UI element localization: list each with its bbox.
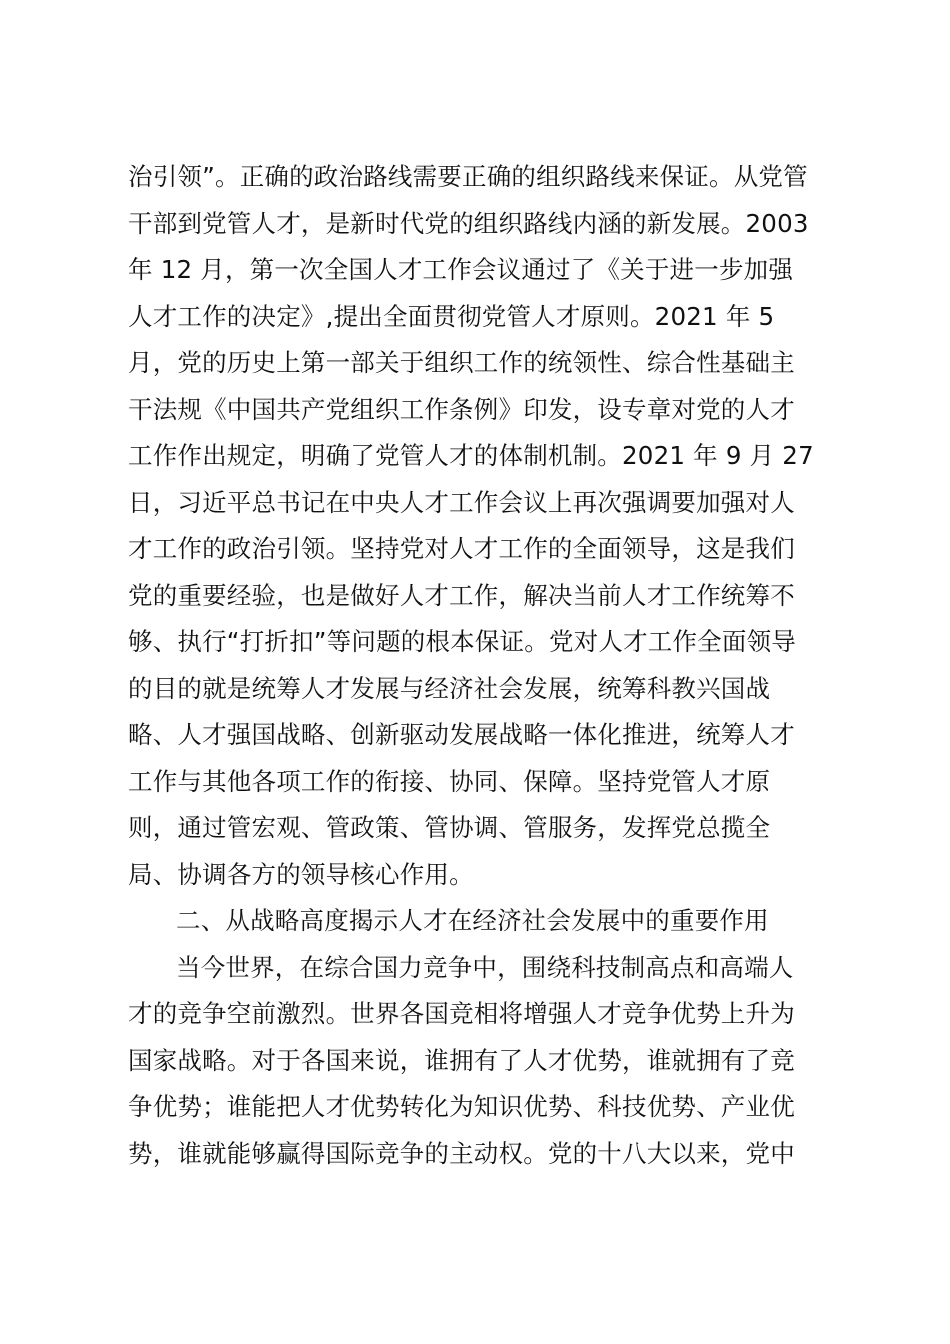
section-heading: 二、从战略高度揭示人才在经济社会发展中的重要作用 — [176, 906, 769, 935]
text-line: 年 12 月，第一次全国人才工作会议通过了《关于进一步加强 — [128, 255, 794, 284]
text-line: 当今世界，在综合国力竞争中，围绕科技制高点和高端人 — [176, 952, 794, 982]
text-line: 势，谁就能够赢得国际竞争的主动权。党的十八大以来，党中 — [128, 1138, 795, 1168]
text-line: 干法规《中国共产党组织工作条例》印发，设专章对党的人才 — [128, 394, 795, 424]
text-line: 日，习近平总书记在中央人才工作会议上再次强调要加强对人 — [128, 487, 795, 517]
text-line: 局、协调各方的领导核心作用。 — [128, 859, 474, 889]
text-line: 国家战略。对于各国来说，谁拥有了人才优势，谁就拥有了竞 — [128, 1045, 795, 1075]
text-line: 干部到党管人才，是新时代党的组织路线内涵的新发展。2003 — [128, 208, 809, 238]
text-line: 则，通过管宏观、管政策、管协调、管服务，发挥党总揽全 — [128, 813, 771, 842]
text-line: 工作与其他各项工作的衔接、协同、保障。坚持党管人才原 — [128, 766, 771, 796]
text-line: 治引领”。正确的政治路线需要正确的组织路线来保证。从党管 — [128, 162, 808, 191]
text-line: 才的竞争空前激烈。世界各国竞相将增强人才竞争优势上升为 — [128, 999, 795, 1028]
body-text — [128, 154, 848, 1177]
text-line: 党的重要经验，也是做好人才工作，解决当前人才工作统筹不 — [128, 580, 795, 610]
text-line: 人才工作的决定》,提出全面贯彻党管人才原则。2021 年 5 — [128, 301, 775, 331]
text-line: 工作作出规定，明确了党管人才的体制机制。2021 年 9 月 27 — [128, 441, 814, 470]
text-line: 略、人才强国战略、创新驱动发展战略一体化推进，统筹人才 — [128, 720, 795, 749]
text-line: 的目的就是统筹人才发展与经济社会发展，统筹科教兴国战 — [128, 673, 771, 703]
text-line: 争优势；谁能把人才优势转化为知识优势、科技优势、产业优 — [128, 1092, 795, 1121]
text-line: 才工作的政治引领。坚持党对人才工作的全面领导，这是我们 — [128, 534, 795, 563]
text-line: 够、执行“打折扣”等问题的根本保证。党对人才工作全面领导 — [128, 627, 796, 656]
text-line: 月，党的历史上第一部关于组织工作的统领性、综合性基础主 — [128, 348, 795, 377]
